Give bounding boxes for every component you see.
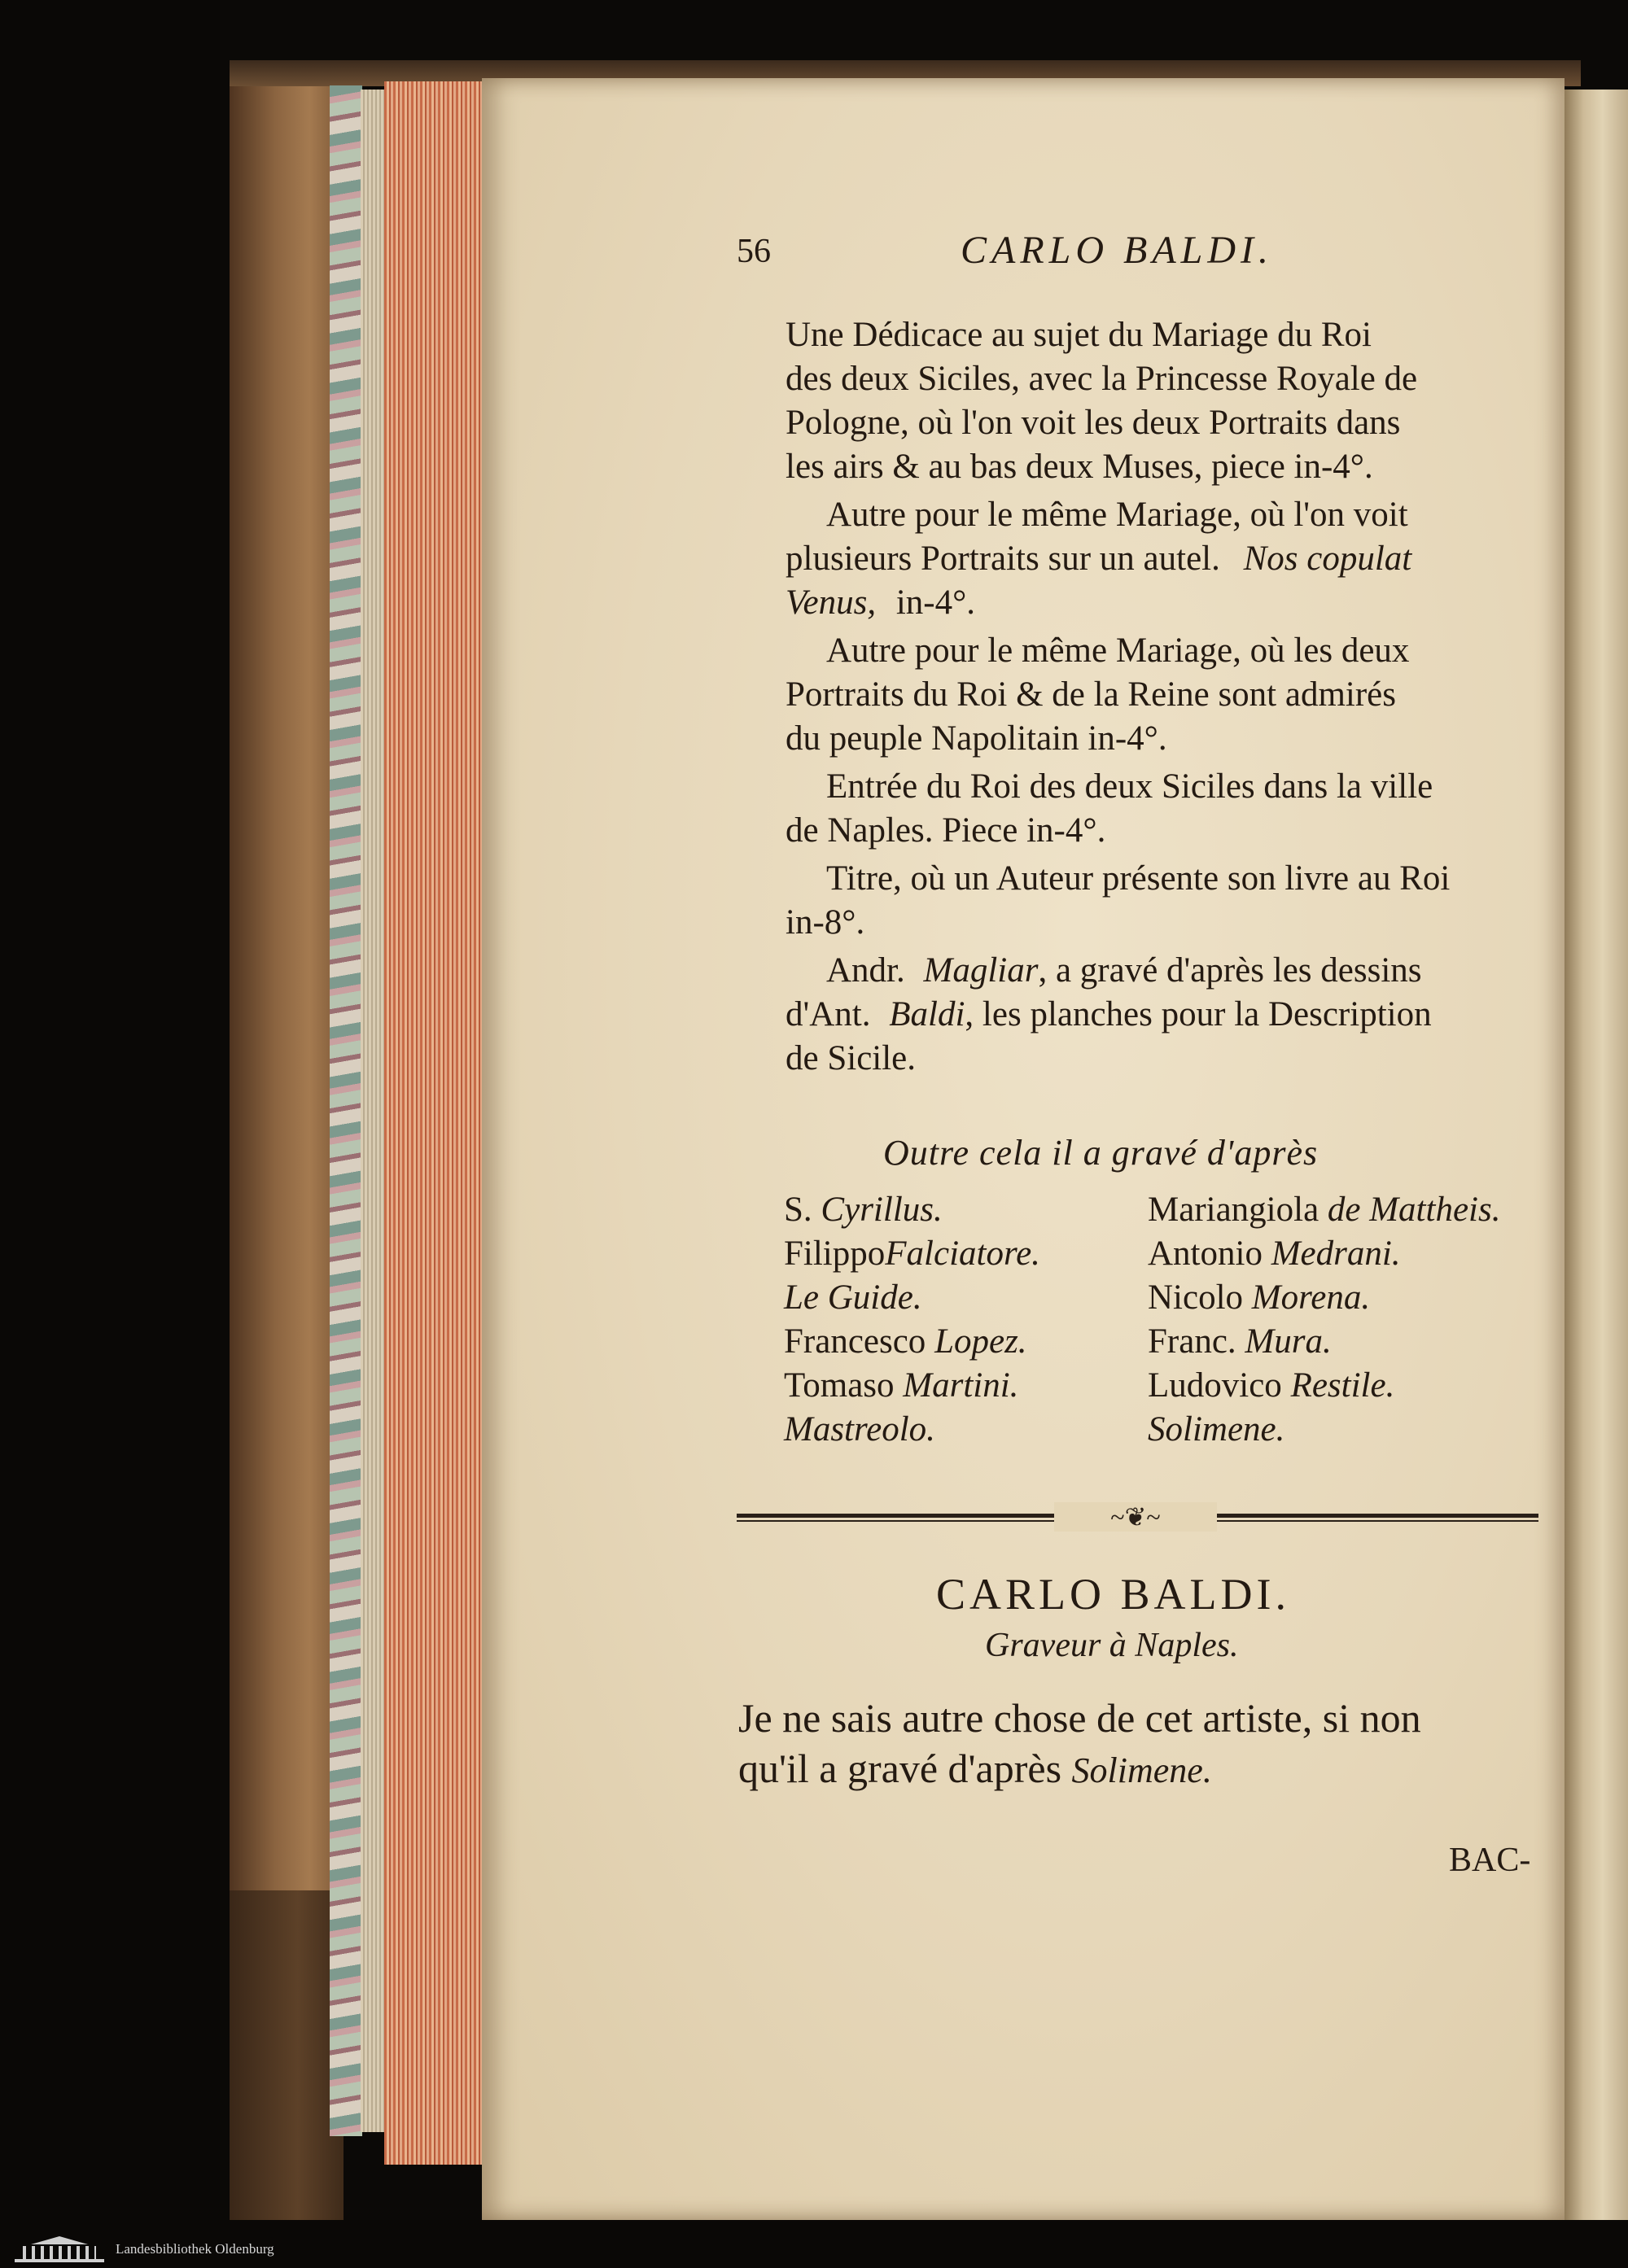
entry-6-line-1 [826,949,1422,993]
entry-1-line-4: les airs & au bas deux Muses, piece in-4°. [786,448,1373,486]
red-page-edges [384,81,482,2165]
artist-right-4: Franc. Mura. [1148,1322,1332,1361]
entry-6-name: Magliar [923,951,1039,990]
ornamental-rule [737,1502,1538,1532]
section-subtitle: Graveur à Naples. [985,1627,1239,1664]
artist-right-2: Antonio Medrani. [1148,1235,1401,1273]
entry-6-line-2 [786,993,1432,1037]
entry-6-prefix-2: d'Ant. [786,995,871,1033]
entry-1-line-3: Pologne, où l'on voit les deux Portraits dans [786,404,1401,442]
entry-2-line-2 [786,537,1411,581]
entry-2-line-3 [786,581,975,625]
entry-6-prefix: Andr. [826,951,905,990]
catchword: BAC- [1449,1842,1531,1879]
artist-left-4: Francesco Lopez. [784,1322,1027,1361]
section-title: CARLO BALDI. [936,1570,1290,1619]
page-number: 56 [737,233,771,270]
artist-left-6: Mastreolo. [784,1410,935,1449]
artist-left-5: Tomaso Martini. [784,1366,1019,1405]
book-cover [230,63,344,1890]
section-text-line-2-italic: Solimene. [1071,1750,1212,1790]
scan-background [0,0,220,2268]
artist-left-2: FilippoFalciatore. [784,1235,1040,1273]
entry-1-line-2: des deux Siciles, avec la Princesse Royale de [786,360,1418,398]
library-watermark [0,2230,357,2268]
section-text-line-1: Je ne sais autre chose de cet artiste, si non [738,1695,1421,1741]
page-stack [361,90,385,2132]
book-cover-lower [230,1890,344,2232]
library-name: Landesbibliothek Oldenburg [116,2240,274,2257]
entry-6-name-2: Baldi [889,995,965,1033]
artist-right-5: Ludovico Restile. [1148,1366,1395,1405]
entry-2-line-2-text: plusieurs Portraits sur un autel. [786,540,1220,578]
entry-3-line-2: Portraits du Roi & de la Reine sont admirés [786,675,1397,714]
library-building-icon [15,2236,104,2262]
marbled-endpaper [330,85,362,2136]
artist-list-left [784,1188,1040,1452]
entry-3-line-3: du peuple Napolitain in-4°. [786,719,1167,758]
entry-4-line-2: de Naples. Piece in-4°. [786,811,1106,850]
entry-4-line-1: Entrée du Roi des deux Siciles dans la ville [826,767,1433,806]
entry-1-line-1: Une Dédicace au sujet du Mariage du Roi [786,316,1372,354]
entry-3-line-1: Autre pour le même Mariage, où les deux [826,631,1410,670]
entry-6-line-3: de Sicile. [786,1039,917,1077]
section-text-line-2 [738,1743,1212,1796]
entry-6-text: , a gravé d'après les dessins [1038,951,1422,990]
entry-2-motto: Nos copulat [1243,540,1412,578]
artist-right-6: Solimene. [1148,1410,1285,1449]
artist-left-1: S. Cyrillus. [784,1191,943,1229]
list-heading: Outre cela il a gravé d'après [883,1133,1319,1173]
entry-2-format: in-4°. [895,583,976,622]
section-text-line-2-plain: qu'il a gravé d'après [738,1746,1062,1791]
artist-left-3: Le Guide. [784,1278,922,1317]
entry-6-text-2: , les planches pour la Description [965,995,1432,1033]
entry-2-motto-end: Venus, [786,583,877,622]
facing-page-edge [1565,90,1628,2222]
scan-bottom-background [220,2220,1628,2268]
entry-2-line-1: Autre pour le même Mariage, où l'on voit [826,496,1408,534]
entry-5-line-2: in-8°. [786,903,865,942]
fleuron-ornament: ~❦~ [1054,1502,1217,1532]
artist-right-3: Nicolo Morena. [1148,1278,1371,1317]
artist-right-1: Mariangiola de Mattheis. [1148,1191,1501,1229]
running-head: CARLO BALDI. [961,229,1273,272]
artist-list-right [1148,1188,1500,1452]
entry-5-line-1: Titre, où un Auteur présente son livre au Roi [826,859,1451,898]
